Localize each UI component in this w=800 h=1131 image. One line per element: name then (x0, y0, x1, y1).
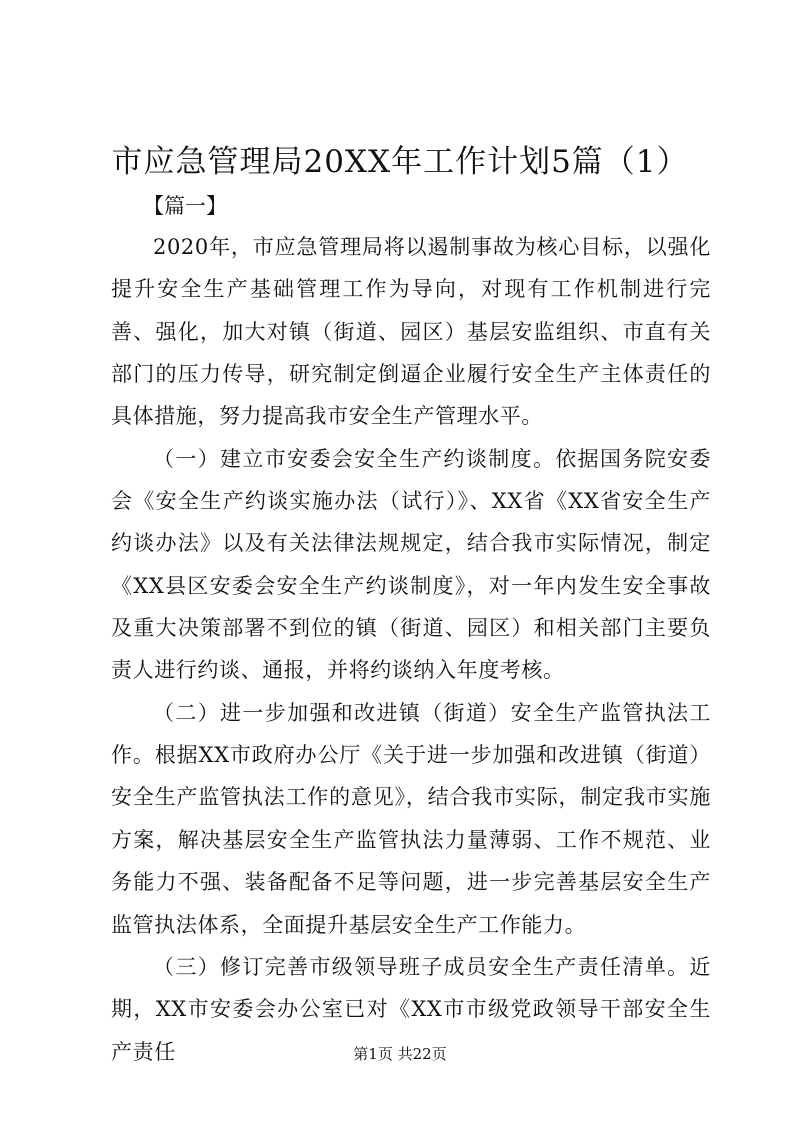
document-body (111, 226, 711, 1073)
document-title: 市应急管理局20XX年工作计划5篇（1） (111, 144, 689, 180)
section-label: 【篇一】 (143, 194, 227, 218)
paragraph-item-1: （一）建立市安委会安全生产约谈制度。依据国务院安委会《安全生产约谈实施办法（试行）》、XX省《XX省安全生产约谈办法》以及有关法律法规规定，结合我市实际情况，制定《XX县区安委会安全生产约谈制度》，对一年内发生安全事故及重大决策部署不到位的镇（街道、园区）和相关部门主要负责人进行约谈、通报，并将约谈纳入年度考核。 (111, 446, 711, 683)
page-footer: 第1页 共22页 (353, 1045, 447, 1063)
paragraph-intro: 2020年，市应急管理局将以遏制事故为核心目标，以强化提升安全生产基础管理工作为导向，对现有工作机制进行完善、强化，加大对镇（街道、园区）基层安监组织、市直有关部门的压力传导，研究制定倒逼企业履行安全生产主体责任的具体措施，努力提高我市安全生产管理水平。 (111, 235, 711, 429)
paragraph-item-3: （三）修订完善市级领导班子成员安全生产责任清单。近期，XX市安委会办公室已对《XX市市级党政领导干部安全生产责任 (111, 954, 711, 1064)
paragraph-item-2: （二）进一步加强和改进镇（街道）安全生产监管执法工作。根据XX市政府办公厅《关于进一步加强和改进镇（街道）安全生产监管执法工作的意见》，结合我市实际，制定我市实施方案，解决基层安全生产监管执法力量薄弱、工作不规范、业务能力不强、装备配备不足等问题，进一步完善基层安全生产监管执法体系，全面提升基层安全生产工作能力。 (111, 700, 711, 937)
